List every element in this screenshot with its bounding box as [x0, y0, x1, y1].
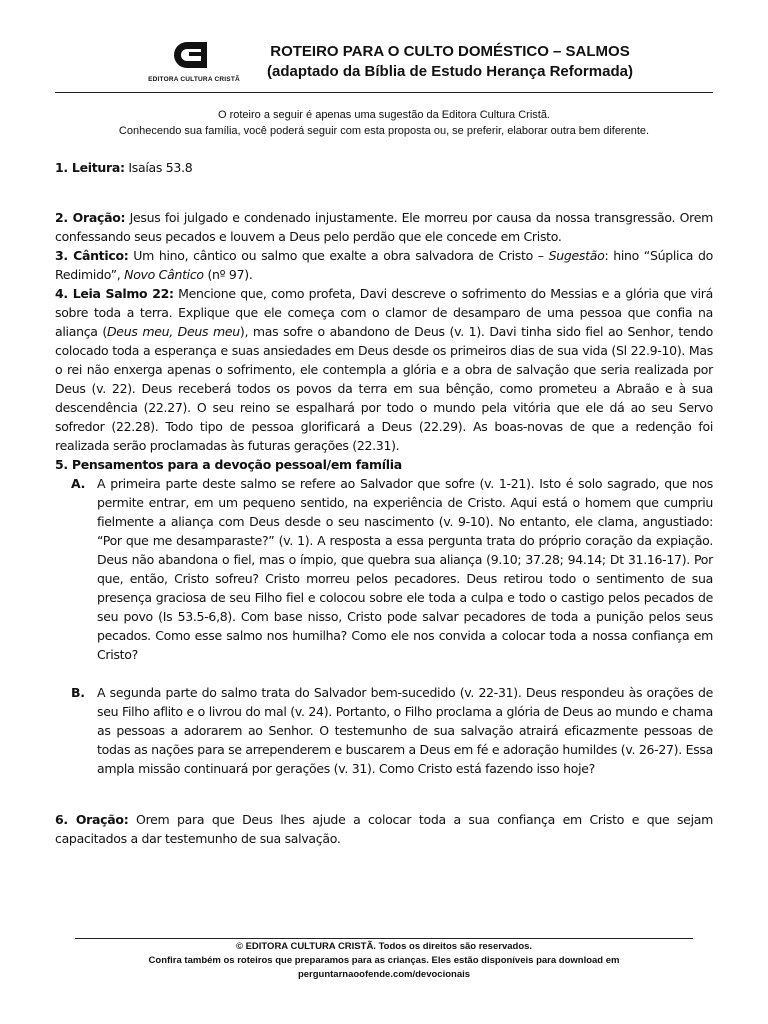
publisher-logo-text: EDITORA CULTURA CRISTÃ: [148, 76, 240, 83]
item-b-label: B.: [71, 685, 85, 700]
intro-line-2: Conhecendo sua família, você poderá seguir com esta proposta ou, se preferir, elaborar outra bem diferente.: [118, 125, 650, 137]
section-oracao-1: [55, 208, 713, 246]
devotional-content: [55, 158, 713, 848]
cantico-label: 3. Cântico:: [55, 248, 129, 263]
section-pensamentos: [55, 455, 713, 778]
page-footer: [60, 940, 708, 982]
cantico-text-b: : hino “Súplica do Redimido”,: [55, 248, 713, 282]
pensamentos-list: [55, 474, 713, 778]
leitura-label: 1. Leitura:: [55, 160, 125, 175]
leitura-text: Isaías 53.8: [128, 160, 193, 175]
list-item: [55, 683, 713, 778]
section-leia-salmo: [55, 284, 713, 455]
cantico-text-a: Um hino, cântico ou salmo que exalte a obra salvadora de Cristo –: [133, 248, 544, 263]
cantico-sugestao: Sugestão: [548, 248, 605, 263]
section-leitura: [55, 158, 713, 177]
leia-text-b: ), mas sofre o abandono de Deus (v. 1). Davi tinha sido fiel ao Senhor, tendo colocado toda a esperança e suas ansiedades em Deus desde os primeiros dias de sua vida (Sl 22.9-10). Mas o rei não enxerga apenas o sofrimento, ele contempla a glória e a obra de salvação que seria realizada por Deus (v. 22). Deus receberá todos os povos da terra em sua bênção, como prometeu a Abraão e à sua descendência (22.27). O seu reino se espalhará por todo o mundo pela vitória que ele dá ao seu Servo sofredor (22.28). Todo tipo de pessoa glorificará a Deus (22.29). As boas-novas de que a redenção foi realizada serão proclamadas às futuras gerações (22.31).: [55, 324, 714, 453]
leia-label: 4. Leia Salmo 22:: [55, 286, 174, 301]
oracao-1-text: Jesus foi julgado e condenado injustamente. Ele morreu por causa da nossa transgressão. Orem confessando seus pecados e louvem a Deus pelo perdão que ele concede em Cristo.: [55, 210, 713, 244]
list-item: [55, 474, 713, 664]
footer-url: perguntarnaoofende.com/devocionais: [297, 969, 471, 980]
section-oracao-2: [55, 810, 713, 848]
intro-note: [60, 107, 708, 139]
oracao-2-label: 6. Oração:: [55, 812, 129, 827]
title-line-2: (adaptado da Bíblia de Estudo Herança Reformada): [267, 63, 633, 80]
footer-note: Confira também os roteiros que preparamos para as crianças. Eles estão disponíveis para download em: [148, 955, 620, 966]
section-cantico: [55, 246, 713, 284]
oracao-2-text: Orem para que Deus lhes ajude a colocar toda a sua confiança em Cristo e que sejam capacitados a dar testemunho de sua salvação.: [55, 812, 713, 846]
page-title: [210, 42, 690, 82]
page-header: [0, 36, 768, 96]
cantico-novo-cantico: Novo Cântico: [124, 267, 204, 282]
cantico-text-c: (nº 97).: [207, 267, 253, 282]
oracao-1-label: 2. Oração:: [55, 210, 126, 225]
copyright: © EDITORA CULTURA CRISTÃ. Todos os direitos são reservados.: [235, 941, 533, 952]
title-line-1: ROTEIRO PARA O CULTO DOMÉSTICO – SALMOS: [270, 43, 630, 60]
header-divider: [55, 92, 713, 93]
item-a-label: A.: [71, 476, 86, 491]
pensamentos-heading: 5. Pensamentos para a devoção pessoal/em família: [55, 457, 402, 472]
item-a-text: A primeira parte deste salmo se refere ao Salvador que sofre (v. 1-21). Isto é solo sagrado, que nos permite entrar, em um pequeno sentido, na experiência de Cristo. Aqui está o homem que cumpriu fielmente a aliança com Deus desde o seu nascimento (v. 9-10). No entanto, ele clama, angustiado: “Por que me desamparaste?” (v. 1). A resposta a essa pergunta trata do próprio coração da expiação. Deus não abandona o fiel, mas o ímpio, que quebra sua aliança (9.10; 37.28; 94.14; Dt 31.16-17). Por que, então, Cristo sofreu? Cristo morreu pelos pecadores. Deus retirou todo o sentimento de sua presença graciosa de seu Filho fiel e colocou sobre ele toda a culpa e todo o castigo pelos pecados de seu povo (Is 53.5-6,8). Com base nisso, Cristo pode salvar pecadores de toda a punição pelos seus pecados. Como esse salmo nos humilha? Como ele nos convida a colocar toda a nossa confiança em Cristo?: [97, 476, 713, 662]
intro-line-1: O roteiro a seguir é apenas uma sugestão da Editora Cultura Cristã.: [217, 109, 550, 121]
leia-text-a: Mencione que, como profeta, Davi descreve o sofrimento do Messias e a glória que virá sobre toda a terra. Explique que ele começa com o clamor de desamparo de uma pessoa que confia na aliança (: [55, 286, 713, 339]
list-gap: [55, 664, 713, 683]
item-b-text: A segunda parte do salmo trata do Salvador bem-sucedido (v. 22-31). Deus respondeu às orações de seu Filho aflito e o livrou do mal (v. 24). Portanto, o Filho proclama a glória de Deus ao mundo e chama as pessoas a adorarem ao Senhor. O testemunho de sua salvação atrairá eficazmente pessoas de todas as nações para se arrependerem e buscarem a Deus em fé e adoração humildes (v. 26-27). Essa ampla missão continuará por gerações (v. 31). Como Cristo está fazendo isso hoje?: [97, 685, 713, 776]
footer-divider: [75, 938, 693, 939]
leia-italic: Deus meu, Deus meu: [106, 324, 240, 339]
